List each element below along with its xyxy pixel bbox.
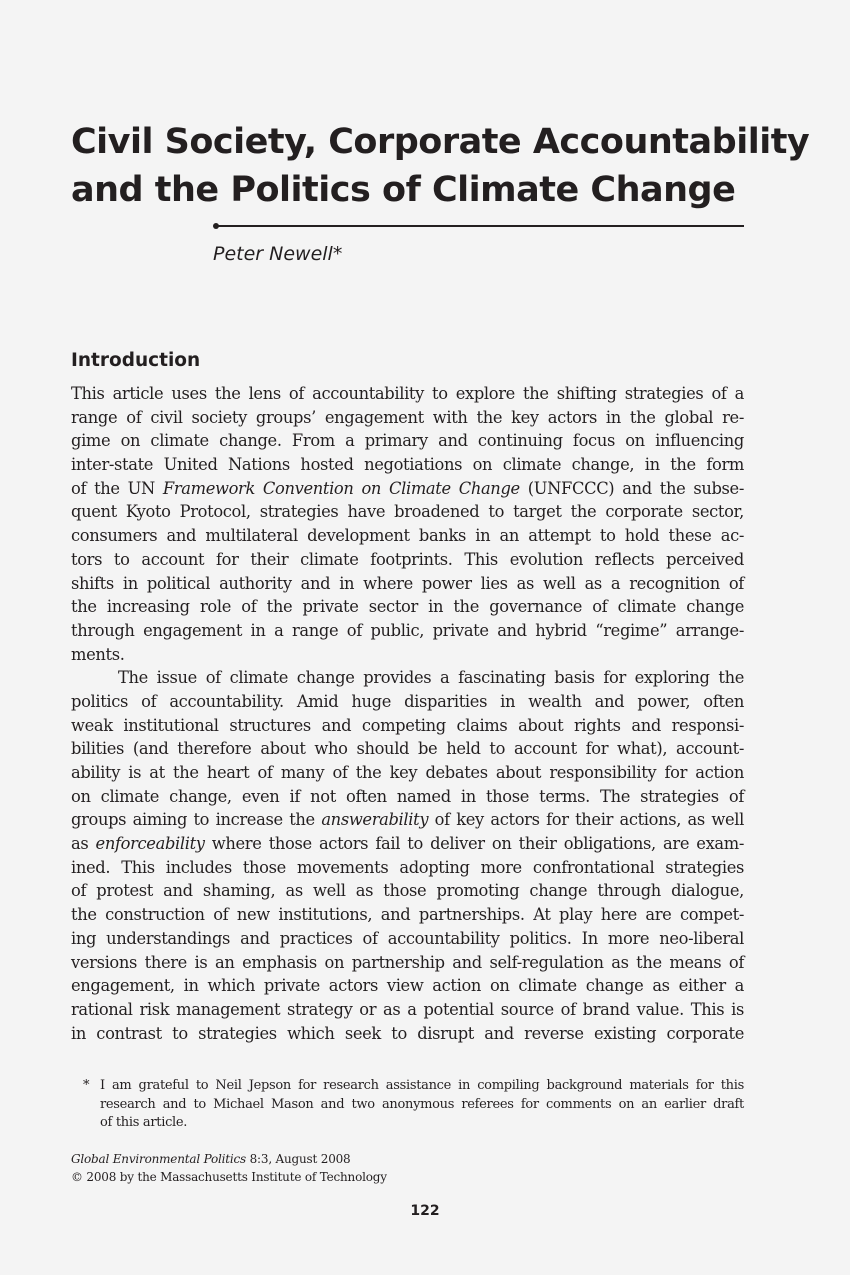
body-line — [71, 808, 744, 832]
body-line-text: of the UN — [71, 478, 163, 498]
footnote-line: of this article. — [100, 1115, 188, 1130]
body-line-text: (UNFCCC) and the subse- — [519, 478, 744, 498]
body-line: through engagement in a range of public, private and hybrid “regime” arrange- — [71, 620, 744, 640]
footnote-mark: * — [83, 1078, 90, 1093]
body-line-text: where those actors fail to deliver on their obligations, are exam- — [204, 834, 745, 854]
title-rule — [213, 222, 744, 230]
body-line: the construction of new institutions, and partnerships. At play here are compet- — [71, 905, 744, 925]
title-line-1: Civil Society, Corporate Accountability — [71, 122, 810, 162]
body-line: shifts in political authority and in where power lies as well as a recognition of — [71, 573, 744, 593]
body-line: on climate change, even if not often named in those terms. The strategies of — [71, 786, 744, 806]
body-line: quent Kyoto Protocol, strategies have broadened to target the corporate sector, — [71, 502, 744, 522]
journal-citation — [71, 1150, 387, 1168]
footnote-line: research and to Michael Mason and two anonymous referees for comments on an earlier draft — [100, 1096, 744, 1112]
body-line: of protest and shaming, as well as those promoting change through dialogue, — [71, 881, 744, 901]
body-line — [71, 477, 744, 501]
body-line: weak institutional structures and competing claims about rights and responsi- — [71, 715, 744, 735]
body-line: gime on climate change. From a primary and continuing focus on influencing — [71, 431, 744, 451]
body-line: rational risk management strategy or as a potential source of brand value. This is — [71, 999, 744, 1019]
journal-issue: 8:3, August 2008 — [246, 1152, 351, 1166]
footnote-body — [100, 1077, 744, 1133]
body-line: inter-state United Nations hosted negotiations on climate change, in the form — [71, 455, 744, 475]
body-line: ing understandings and practices of accountability politics. In more neo-liberal — [71, 928, 744, 948]
body-line: in contrast to strategies which seek to disrupt and reverse existing corporate — [71, 1023, 744, 1043]
page-number: 122 — [410, 1203, 440, 1219]
body-line-emphasis: Framework Convention on Climate Change — [162, 478, 520, 498]
author-name: Peter Newell* — [213, 243, 343, 265]
title-line-2: and the Politics of Climate Change — [71, 170, 736, 210]
publication-info — [71, 1150, 387, 1186]
body-line: This article uses the lens of accountability to explore the shifting strategies of a — [71, 384, 744, 403]
body-line: the increasing role of the private sector in the governance of climate change — [71, 597, 744, 617]
body-line: tors to account for their climate footprints. This evolution reflects perceived — [71, 549, 744, 569]
body-line-emphasis: answerability — [321, 810, 429, 830]
body-line: bilities (and therefore about who should be held to account for what), account- — [71, 739, 744, 759]
footnote-line: I am grateful to Neil Jepson for research assistance in compiling background materials for this — [100, 1078, 744, 1093]
body-line-text: of key actors for their actions, as well — [428, 810, 744, 830]
article-title — [71, 118, 810, 214]
body-line: ments. — [71, 644, 125, 664]
body-line: politics of accountability. Amid huge disparities in wealth and power, often — [71, 691, 744, 711]
body-line — [71, 832, 744, 856]
journal-name: Global Environmental Politics — [71, 1152, 246, 1166]
body-line: The issue of climate change provides a fascinating basis for exploring the — [118, 668, 744, 688]
body-line: consumers and multilateral development banks in an attempt to hold these ac- — [71, 526, 744, 546]
body-line-text: groups aiming to increase the — [71, 810, 322, 830]
copyright-notice: © 2008 by the Massachusetts Institute of Technology — [71, 1170, 387, 1184]
section-heading: Introduction — [71, 350, 201, 371]
body-line-text: as — [71, 834, 96, 854]
body-line: ined. This includes those movements adopting more confrontational strategies — [71, 857, 744, 877]
body-line: versions there is an emphasis on partnership and self-regulation as the means of — [71, 952, 744, 972]
body-text — [71, 382, 744, 1045]
footnote — [83, 1077, 744, 1133]
body-line-emphasis: enforceability — [95, 834, 205, 854]
body-line: ability is at the heart of many of the key debates about responsibility for action — [71, 763, 744, 782]
body-line: engagement, in which private actors view action on climate change as either a — [71, 976, 744, 996]
rule-line — [216, 225, 744, 227]
body-line: range of civil society groups’ engagement with the key actors in the global re- — [71, 407, 744, 427]
